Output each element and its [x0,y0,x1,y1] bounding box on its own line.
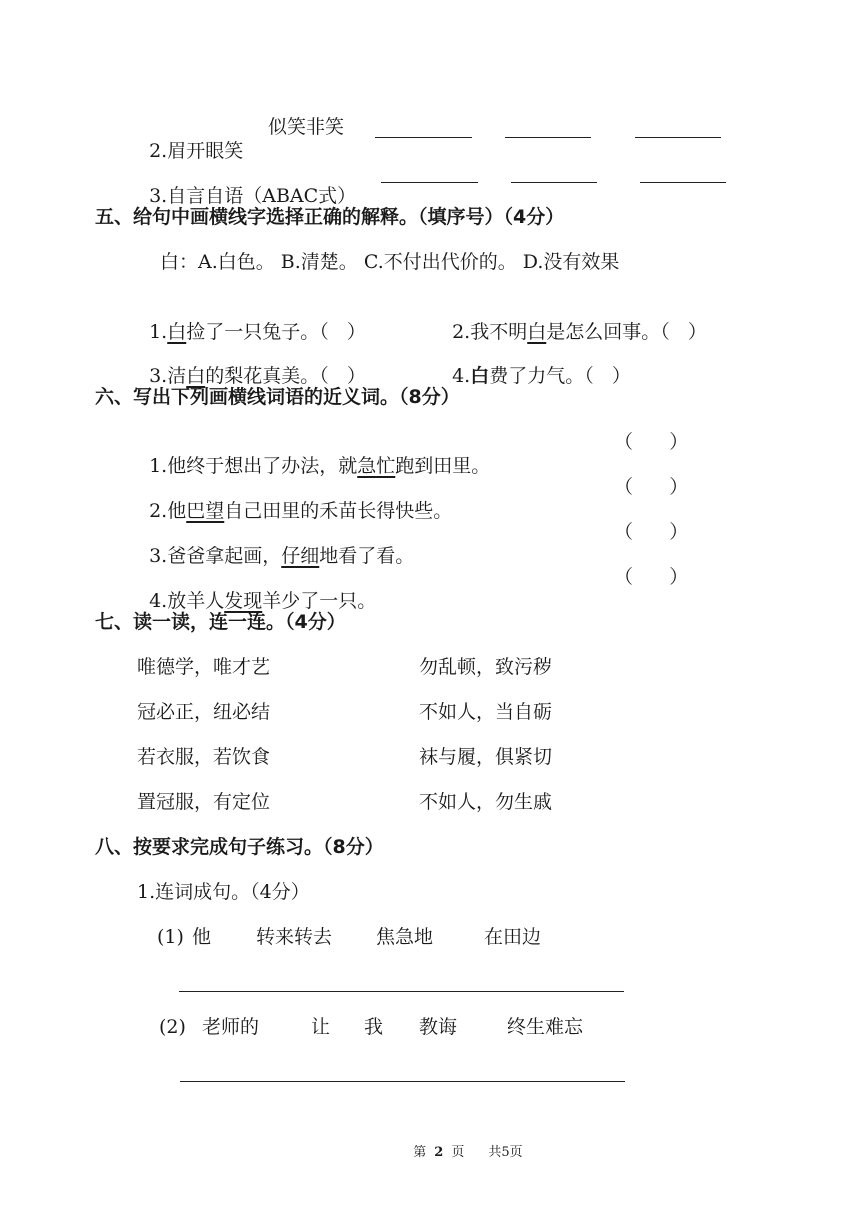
s5-item-2: 2.我不明白是怎么回事。（ ） [452,321,707,343]
s8-g2-word-1: 老师的 [202,1016,260,1038]
footer-page-number: 2 [434,1145,444,1160]
s7-right-3[interactable]: 袜与履，俱紧切 [419,746,553,768]
bold-char: 白 [470,365,490,387]
page-footer [405,1129,523,1161]
s4-q3-blank-3[interactable] [640,182,726,183]
section-5-title: 五、给句中画横线字选择正确的解释。（填序号）（4分） [95,206,565,228]
s7-left-2[interactable]: 冠必正，纽必结 [137,701,271,723]
s6-answer-1[interactable]: （ ） [614,431,689,453]
s8-g1-word-2: 转来转去 [256,926,333,948]
s4-q3-blank-1[interactable] [381,182,478,183]
underlined-word: 巴望 [186,500,225,522]
underlined-char: 白 [527,321,547,343]
s6-answer-3[interactable]: （ ） [614,521,689,543]
section-8-title: 八、按要求完成句子练习。（8分） [95,836,384,858]
s4-q2-blank-2[interactable] [505,137,591,138]
footer-di: 第 [413,1145,427,1160]
footer-total: 共5页 [488,1145,523,1160]
s4-q2-blank-3[interactable] [635,137,721,138]
s7-right-1[interactable]: 勿乱顿，致污秽 [419,656,553,678]
s8-g1-word-1: 他 [192,926,212,948]
s4-q2-text: 眉开眼笑 [167,140,244,162]
section-7-title: 七、读一读，连一连。（4分） [95,611,346,633]
s7-left-3[interactable]: 若衣服，若饮食 [137,746,271,768]
s4-q2-num: 2. [149,140,168,162]
s4-q3-text: 自言自语（ABAC式） [167,185,357,207]
s6-answer-4[interactable]: （ ） [614,566,689,588]
s6-item-3: 3.爸爸拿起画，仔细地看了看。 [149,545,415,567]
underlined-char: 白 [167,321,187,343]
s7-right-2[interactable]: 不如人，当自砺 [419,701,553,723]
s7-right-4[interactable]: 不如人，勿生戚 [419,791,553,813]
s8-g2-word-3: 我 [364,1016,384,1038]
s5-item-1: 1.白捡了一只兔子。（ ） [149,321,366,343]
s8-g1-word-4: 在田边 [484,926,542,948]
s5-options: 白：A.白色。 B.清楚。 C.不付出代价的。 D.没有效果 [160,251,620,273]
s6-item-2: 2.他巴望自己田里的禾苗长得快些。 [149,500,453,522]
s8-g2-word-2: 让 [311,1016,331,1038]
s4-q3-num: 3. [149,185,168,207]
section-6-title: 六、写出下列画横线词语的近义词。（8分） [95,386,460,408]
footer-ye: 页 [451,1145,465,1160]
s6-item-1: 1.他终于想出了办法，就急忙跑到田里。 [149,455,491,477]
s8-sub-1: 1.连词成句。（4分） [137,881,310,903]
s7-left-1[interactable]: 唯德学，唯才艺 [137,656,271,678]
underlined-char: 白 [186,365,206,387]
s8-g2-word-4: 教诲 [419,1016,458,1038]
s4-q2-blank-1[interactable] [375,137,472,138]
s6-item-4: 4.放羊人发现羊少了一只。 [149,590,377,612]
s5-item-4: 4.白费了力气。（ ） [452,365,631,387]
underlined-word: 仔细 [281,545,320,567]
s5-item-3: 3.洁白的梨花真美。（ ） [149,365,366,387]
underlined-word: 发现 [224,590,263,612]
s8-g2-label: (2) [159,1016,186,1038]
s8-g1-word-3: 焦急地 [376,926,434,948]
s4-q2 [137,115,243,163]
s7-left-4[interactable]: 置冠服，有定位 [137,791,271,813]
s8-g2-answer-line[interactable] [180,1081,625,1082]
s4-q2-example: 似笑非笑 [268,116,345,138]
underlined-word: 急忙 [357,455,396,477]
s8-g1-label: (1) [157,926,184,948]
s8-g2-word-5: 终生难忘 [507,1016,584,1038]
s4-q3 [137,160,356,208]
s6-answer-2[interactable]: （ ） [614,476,689,498]
s4-q3-blank-2[interactable] [511,182,597,183]
s8-g1-answer-line[interactable] [179,991,624,992]
